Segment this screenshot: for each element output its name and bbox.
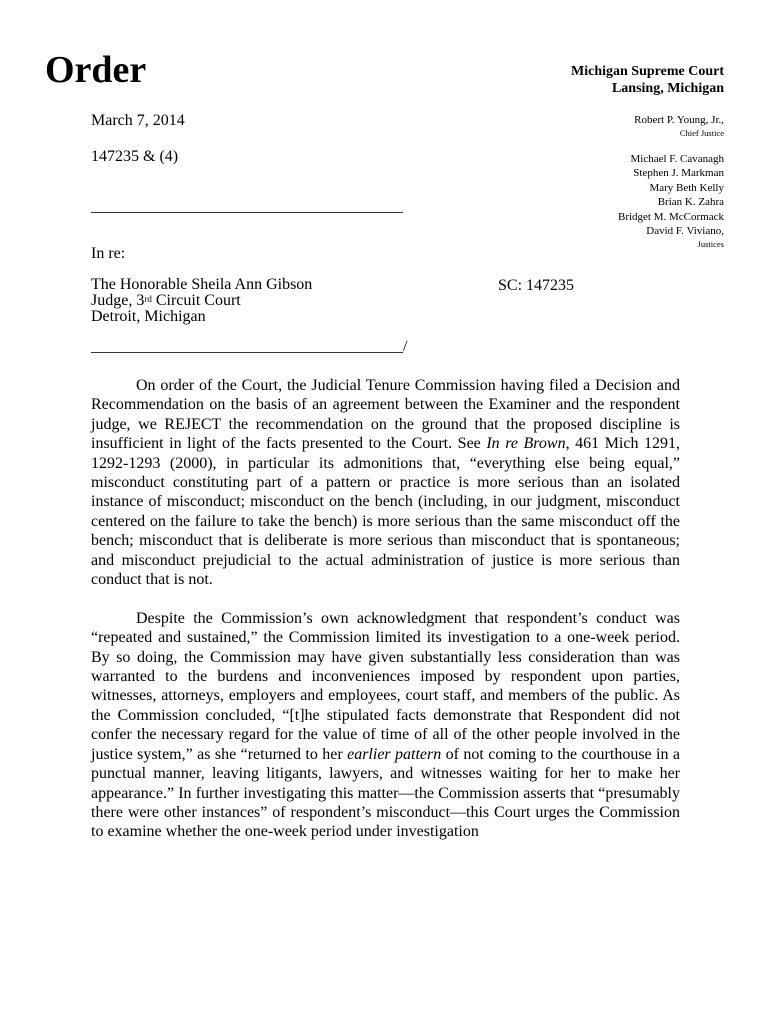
justice-name: Michael F. Cavanagh [630, 152, 724, 165]
justices-title: Justices [697, 238, 724, 249]
party-location: Detroit, Michigan [91, 308, 206, 325]
document-title: Order [45, 49, 147, 91]
chief-justice-title: Chief Justice [679, 127, 724, 138]
paragraph: Despite the Commission’s own acknowledgment that respondent’s conduct was “repeated and sustained,” the Commission limited its investigation to a one-week period. By so doing, the Commission may have given substantially less consideration than was warranted to the burdens and inconveniences imposed by respondent upon parties, witnesses, attorneys, employers and employees, court staff, and members of the public. As the Commission concluded, “[t]he stipulated facts demonstrate that Respondent did not confer the necessary regard for the value of time of all of the other people involved in the justice system,” as she “returned to her earlier pattern of not coming to the courthouse in a punctual manner, leaving litigants, lawyers, and witnesses waiting for her to make her appearance.” In further investigating this matter—the Commission asserts that “presumably there were other instances” of respondent’s misconduct—this Court urges the Commission to examine whether the one-week period under investigation [91, 609, 681, 841]
docket-number: 147235 & (4) [91, 148, 179, 165]
party-block [91, 277, 312, 325]
court-location: Lansing, Michigan [611, 81, 724, 96]
justice-name: Stephen J. Markman [633, 167, 724, 179]
party-court: Judge, 3rd Circuit Court [91, 292, 241, 309]
paragraph: On order of the Court, the Judicial Tenure Commission having filed a Decision and Recommendation on the basis of an agreement between the Examiner and the respondent judge, we REJECT the recommendation on the ground that the proposed discipline is insufficient in light of the facts presented to the Court. See In re Brown, 461 Mich 1291, 1292-1293 (2000), in particular its admonitions that, “everything else being equal,” misconduct constituting part of a pattern or practice is more serious than an isolated instance of misconduct; misconduct on the bench (including, in our judgment, misconduct centered on the failure to take the bench) is more serious than the same misconduct off the bench; misconduct that is deliberate is more serious than misconduct that is spontaneous; and misconduct prejudicial to the actual administration of justice is more serious than conduct that is not. [91, 377, 681, 589]
case-citation: In re Brown [486, 435, 566, 453]
court-name-line1: Michigan Supreme Court [571, 64, 724, 79]
chief-justice-name: Robert P. Young, Jr., [634, 114, 724, 126]
justices-list [618, 113, 724, 250]
court-name [571, 63, 724, 97]
justice-name: Mary Beth Kelly [649, 181, 724, 194]
justice-name: Bridget M. McCormack [617, 210, 724, 223]
sc-number: SC: 147235 [498, 277, 575, 294]
justice-name: David F. Viviano, [646, 225, 724, 237]
order-body [91, 376, 680, 861]
separator-line: _______________________________________ [91, 198, 403, 215]
separator-line-end: _______________________________________/ [91, 338, 408, 355]
party-name: The Honorable Sheila Ann Gibson [91, 276, 313, 293]
in-re-label: In re: [91, 245, 126, 262]
justice-name: Brian K. Zahra [657, 196, 724, 208]
order-date: March 7, 2014 [91, 112, 185, 129]
emphasis: earlier pattern [347, 745, 442, 763]
